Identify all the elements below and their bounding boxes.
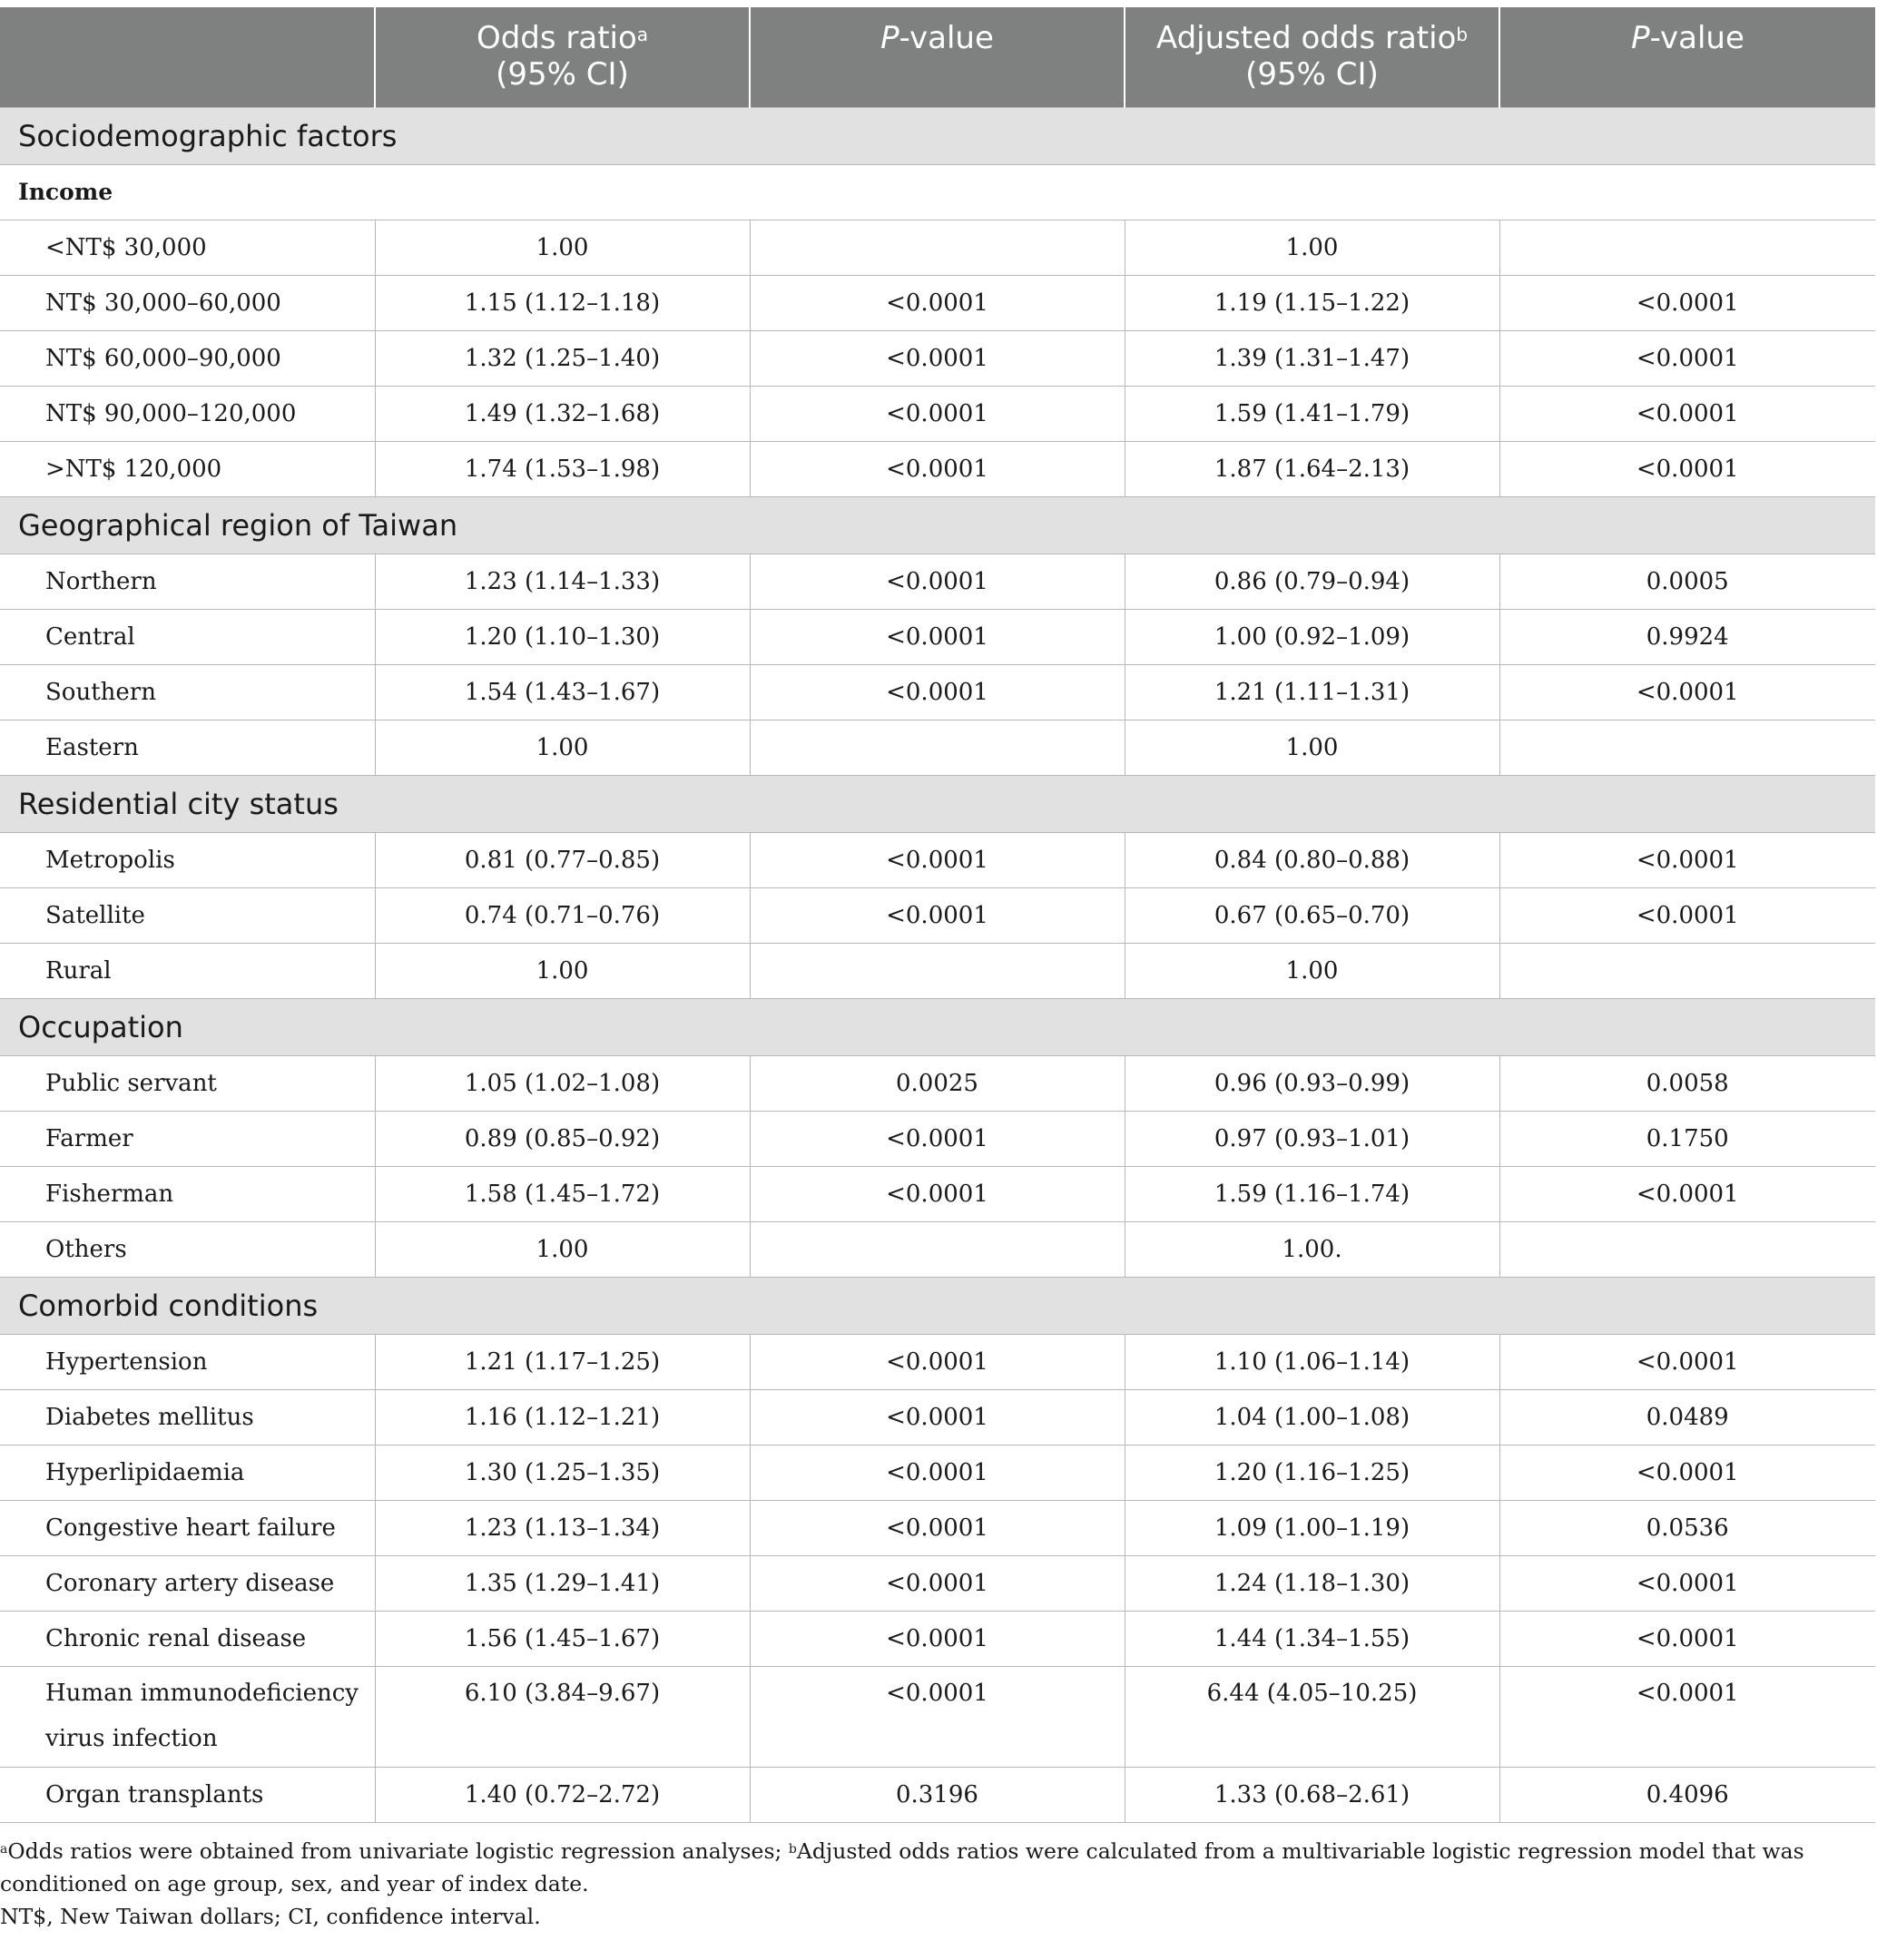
- table-row: [0, 275, 1875, 330]
- table-row: [0, 943, 1875, 998]
- footnote-a-mark: a: [0, 1842, 8, 1857]
- row-label: Northern: [0, 554, 375, 609]
- table-row: [0, 330, 1875, 386]
- section-title: Sociodemographic factors: [0, 107, 1875, 164]
- section-title: Residential city status: [0, 775, 1875, 832]
- p-value-cell: <0.0001: [750, 1334, 1125, 1389]
- odds-ratio-cell: 0.81 (0.77–0.85): [375, 832, 750, 887]
- table-body: [0, 107, 1875, 1822]
- table-header: [0, 7, 1875, 107]
- odds-ratio-cell: 1.00: [375, 943, 750, 998]
- p-value-cell: <0.0001: [750, 441, 1125, 496]
- adjusted-odds-ratio-cell: 1.00: [1125, 220, 1499, 275]
- adjusted-p-value-cell: <0.0001: [1499, 1445, 1875, 1500]
- adjusted-p-value-cell: <0.0001: [1499, 386, 1875, 441]
- odds-ratio-cell: 1.30 (1.25–1.35): [375, 1445, 750, 1500]
- adjusted-odds-ratio-cell: 0.96 (0.93–0.99): [1125, 1055, 1499, 1111]
- table-row: [0, 1389, 1875, 1445]
- section-row: [0, 775, 1875, 832]
- odds-ratio-cell: 1.56 (1.45–1.67): [375, 1611, 750, 1666]
- adjusted-odds-ratio-cell: 0.86 (0.79–0.94): [1125, 554, 1499, 609]
- footnote-line-2: NT$, New Taiwan dollars; CI, confidence interval.: [0, 1904, 541, 1929]
- adjusted-odds-ratio-cell: 6.44 (4.05–10.25): [1125, 1666, 1499, 1767]
- adjusted-p-value-cell: 0.1750: [1499, 1111, 1875, 1166]
- row-label: Diabetes mellitus: [0, 1389, 375, 1445]
- odds-ratio-cell: 1.20 (1.10–1.30): [375, 609, 750, 664]
- table-row: [0, 1334, 1875, 1389]
- row-label: Southern: [0, 664, 375, 720]
- row-label: NT$ 90,000–120,000: [0, 386, 375, 441]
- p-value-cell: [750, 220, 1125, 275]
- table-row: [0, 832, 1875, 887]
- table-row: [0, 887, 1875, 943]
- adjusted-odds-ratio-cell: 1.00: [1125, 720, 1499, 775]
- adjusted-p-value-cell: <0.0001: [1499, 275, 1875, 330]
- table-row: [0, 1055, 1875, 1111]
- row-label: Farmer: [0, 1111, 375, 1166]
- p-value-cell: <0.0001: [750, 1611, 1125, 1666]
- row-label: Fisherman: [0, 1166, 375, 1221]
- adjusted-p-value-cell: 0.4096: [1499, 1767, 1875, 1822]
- p-value-cell: <0.0001: [750, 664, 1125, 720]
- header-odds-ratio-ci: (95% CI): [496, 56, 629, 93]
- header-adjusted-odds-ratio-ci: (95% CI): [1245, 56, 1379, 93]
- adjusted-p-value-cell: <0.0001: [1499, 330, 1875, 386]
- header-p-value: [750, 7, 1125, 107]
- p-value-cell: <0.0001: [750, 1666, 1125, 1767]
- section-row: [0, 496, 1875, 554]
- adjusted-odds-ratio-cell: 0.84 (0.80–0.88): [1125, 832, 1499, 887]
- header-adjusted-p-letter: P: [1631, 20, 1650, 56]
- adjusted-p-value-cell: <0.0001: [1499, 887, 1875, 943]
- adjusted-p-value-cell: <0.0001: [1499, 1555, 1875, 1611]
- footnote-b-text: Adjusted odds ratios were calculated from a multivariable logistic regression model that was conditioned on age group, sex, and year of index date.: [0, 1838, 1804, 1896]
- adjusted-p-value-cell: [1499, 1221, 1875, 1277]
- header-adjusted-odds-ratio-label: Adjusted odds ratio: [1155, 20, 1457, 56]
- header-adjusted-p-value: [1499, 7, 1875, 107]
- odds-ratio-cell: 1.21 (1.17–1.25): [375, 1334, 750, 1389]
- odds-ratio-cell: 1.23 (1.14–1.33): [375, 554, 750, 609]
- odds-ratio-cell: 1.05 (1.02–1.08): [375, 1055, 750, 1111]
- row-label: Central: [0, 609, 375, 664]
- p-value-cell: [750, 1221, 1125, 1277]
- section-row: [0, 107, 1875, 164]
- adjusted-odds-ratio-cell: 1.20 (1.16–1.25): [1125, 1445, 1499, 1500]
- row-label: Metropolis: [0, 832, 375, 887]
- adjusted-p-value-cell: 0.0489: [1499, 1389, 1875, 1445]
- table-row: [0, 1445, 1875, 1500]
- table-row: [0, 441, 1875, 496]
- odds-ratio-cell: 1.54 (1.43–1.67): [375, 664, 750, 720]
- table-row: [0, 1555, 1875, 1611]
- section-row: [0, 998, 1875, 1055]
- footnote-a-text: Odds ratios were obtained from univariate logistic regression analyses;: [7, 1838, 789, 1864]
- p-value-cell: <0.0001: [750, 609, 1125, 664]
- p-value-cell: <0.0001: [750, 275, 1125, 330]
- row-label: Human immunodeficiency virus infection: [0, 1666, 375, 1767]
- row-label: Hypertension: [0, 1334, 375, 1389]
- footnote-b-mark: b: [788, 1842, 797, 1857]
- odds-ratio-cell: 1.40 (0.72–2.72): [375, 1767, 750, 1822]
- odds-ratio-cell: 1.49 (1.32–1.68): [375, 386, 750, 441]
- adjusted-p-value-cell: <0.0001: [1499, 1334, 1875, 1389]
- odds-ratio-cell: 1.23 (1.13–1.34): [375, 1500, 750, 1555]
- table-row: [0, 1666, 1875, 1767]
- row-label: Others: [0, 1221, 375, 1277]
- header-row: [0, 7, 1875, 107]
- adjusted-p-value-cell: <0.0001: [1499, 1166, 1875, 1221]
- section-title: Occupation: [0, 998, 1875, 1055]
- adjusted-odds-ratio-cell: 0.97 (0.93–1.01): [1125, 1111, 1499, 1166]
- row-label: Satellite: [0, 887, 375, 943]
- p-value-cell: <0.0001: [750, 1166, 1125, 1221]
- table-row: [0, 1611, 1875, 1666]
- footnote-line-1: [0, 1835, 1875, 1900]
- adjusted-p-value-cell: [1499, 220, 1875, 275]
- row-label: Eastern: [0, 720, 375, 775]
- odds-ratio-cell: 0.74 (0.71–0.76): [375, 887, 750, 943]
- header-p-letter: P: [880, 20, 899, 56]
- row-label: NT$ 30,000–60,000: [0, 275, 375, 330]
- header-p-rest: -value: [899, 20, 994, 56]
- odds-ratio-cell: 1.00: [375, 220, 750, 275]
- section-title: Geographical region of Taiwan: [0, 496, 1875, 554]
- subheading-row: [0, 164, 1875, 220]
- table-row: [0, 1111, 1875, 1166]
- adjusted-odds-ratio-cell: 0.67 (0.65–0.70): [1125, 887, 1499, 943]
- table-row: [0, 609, 1875, 664]
- odds-ratio-cell: 0.89 (0.85–0.92): [375, 1111, 750, 1166]
- p-value-cell: [750, 720, 1125, 775]
- table-row: [0, 664, 1875, 720]
- table-row: [0, 1500, 1875, 1555]
- row-label: NT$ 60,000–90,000: [0, 330, 375, 386]
- p-value-cell: <0.0001: [750, 330, 1125, 386]
- adjusted-p-value-cell: [1499, 943, 1875, 998]
- adjusted-odds-ratio-cell: 1.44 (1.34–1.55): [1125, 1611, 1499, 1666]
- row-label: Chronic renal disease: [0, 1611, 375, 1666]
- p-value-cell: <0.0001: [750, 887, 1125, 943]
- adjusted-p-value-cell: <0.0001: [1499, 832, 1875, 887]
- header-odds-ratio: [375, 7, 750, 107]
- table-footnotes: [0, 1835, 1875, 1933]
- adjusted-p-value-cell: [1499, 720, 1875, 775]
- header-adjusted-odds-ratio: [1125, 7, 1499, 107]
- adjusted-odds-ratio-cell: 1.19 (1.15–1.22): [1125, 275, 1499, 330]
- adjusted-odds-ratio-cell: 1.21 (1.11–1.31): [1125, 664, 1499, 720]
- p-value-cell: 0.3196: [750, 1767, 1125, 1822]
- results-table-container: [0, 7, 1875, 1823]
- odds-ratio-cell: 6.10 (3.84–9.67): [375, 1666, 750, 1767]
- header-adjusted-p-rest: -value: [1649, 20, 1744, 56]
- row-label: Organ transplants: [0, 1767, 375, 1822]
- row-label: Rural: [0, 943, 375, 998]
- odds-ratio-cell: 1.00: [375, 1221, 750, 1277]
- odds-ratio-table: [0, 7, 1875, 1823]
- table-row: [0, 386, 1875, 441]
- adjusted-odds-ratio-cell: 1.00: [1125, 943, 1499, 998]
- table-row: [0, 720, 1875, 775]
- row-label: Hyperlipidaemia: [0, 1445, 375, 1500]
- p-value-cell: <0.0001: [750, 832, 1125, 887]
- adjusted-odds-ratio-cell: 1.59 (1.41–1.79): [1125, 386, 1499, 441]
- row-label: Public servant: [0, 1055, 375, 1111]
- subheading-title: Income: [0, 164, 1875, 220]
- adjusted-odds-ratio-cell: 1.33 (0.68–2.61): [1125, 1767, 1499, 1822]
- table-row: [0, 1166, 1875, 1221]
- adjusted-p-value-cell: <0.0001: [1499, 664, 1875, 720]
- odds-ratio-cell: 1.74 (1.53–1.98): [375, 441, 750, 496]
- odds-ratio-cell: 1.15 (1.12–1.18): [375, 275, 750, 330]
- adjusted-p-value-cell: <0.0001: [1499, 1666, 1875, 1767]
- table-row: [0, 1767, 1875, 1822]
- p-value-cell: <0.0001: [750, 1111, 1125, 1166]
- row-label: Coronary artery disease: [0, 1555, 375, 1611]
- p-value-cell: <0.0001: [750, 1445, 1125, 1500]
- row-label: Congestive heart failure: [0, 1500, 375, 1555]
- section-title: Comorbid conditions: [0, 1277, 1875, 1334]
- odds-ratio-cell: 1.58 (1.45–1.72): [375, 1166, 750, 1221]
- adjusted-odds-ratio-cell: 1.00.: [1125, 1221, 1499, 1277]
- adjusted-odds-ratio-cell: 1.10 (1.06–1.14): [1125, 1334, 1499, 1389]
- section-row: [0, 1277, 1875, 1334]
- adjusted-odds-ratio-cell: 1.24 (1.18–1.30): [1125, 1555, 1499, 1611]
- p-value-cell: <0.0001: [750, 554, 1125, 609]
- adjusted-odds-ratio-cell: 1.59 (1.16–1.74): [1125, 1166, 1499, 1221]
- adjusted-odds-ratio-cell: 1.87 (1.64–2.13): [1125, 441, 1499, 496]
- row-label: <NT$ 30,000: [0, 220, 375, 275]
- adjusted-p-value-cell: 0.9924: [1499, 609, 1875, 664]
- adjusted-odds-ratio-cell: 1.39 (1.31–1.47): [1125, 330, 1499, 386]
- p-value-cell: <0.0001: [750, 386, 1125, 441]
- table-row: [0, 1221, 1875, 1277]
- adjusted-p-value-cell: <0.0001: [1499, 1611, 1875, 1666]
- odds-ratio-cell: 1.16 (1.12–1.21): [375, 1389, 750, 1445]
- p-value-cell: <0.0001: [750, 1555, 1125, 1611]
- adjusted-p-value-cell: 0.0058: [1499, 1055, 1875, 1111]
- footnote-mark-b: b: [1456, 24, 1469, 45]
- header-empty-cell: [0, 7, 375, 107]
- odds-ratio-cell: 1.00: [375, 720, 750, 775]
- odds-ratio-cell: 1.35 (1.29–1.41): [375, 1555, 750, 1611]
- adjusted-odds-ratio-cell: 1.09 (1.00–1.19): [1125, 1500, 1499, 1555]
- adjusted-p-value-cell: 0.0536: [1499, 1500, 1875, 1555]
- p-value-cell: [750, 943, 1125, 998]
- odds-ratio-cell: 1.32 (1.25–1.40): [375, 330, 750, 386]
- table-row: [0, 554, 1875, 609]
- table-row: [0, 220, 1875, 275]
- row-label: >NT$ 120,000: [0, 441, 375, 496]
- header-odds-ratio-label: Odds ratio: [476, 20, 637, 56]
- adjusted-p-value-cell: <0.0001: [1499, 441, 1875, 496]
- adjusted-odds-ratio-cell: 1.00 (0.92–1.09): [1125, 609, 1499, 664]
- p-value-cell: <0.0001: [750, 1389, 1125, 1445]
- p-value-cell: <0.0001: [750, 1500, 1125, 1555]
- p-value-cell: 0.0025: [750, 1055, 1125, 1111]
- adjusted-odds-ratio-cell: 1.04 (1.00–1.08): [1125, 1389, 1499, 1445]
- footnote-mark-a: a: [636, 24, 649, 45]
- adjusted-p-value-cell: 0.0005: [1499, 554, 1875, 609]
